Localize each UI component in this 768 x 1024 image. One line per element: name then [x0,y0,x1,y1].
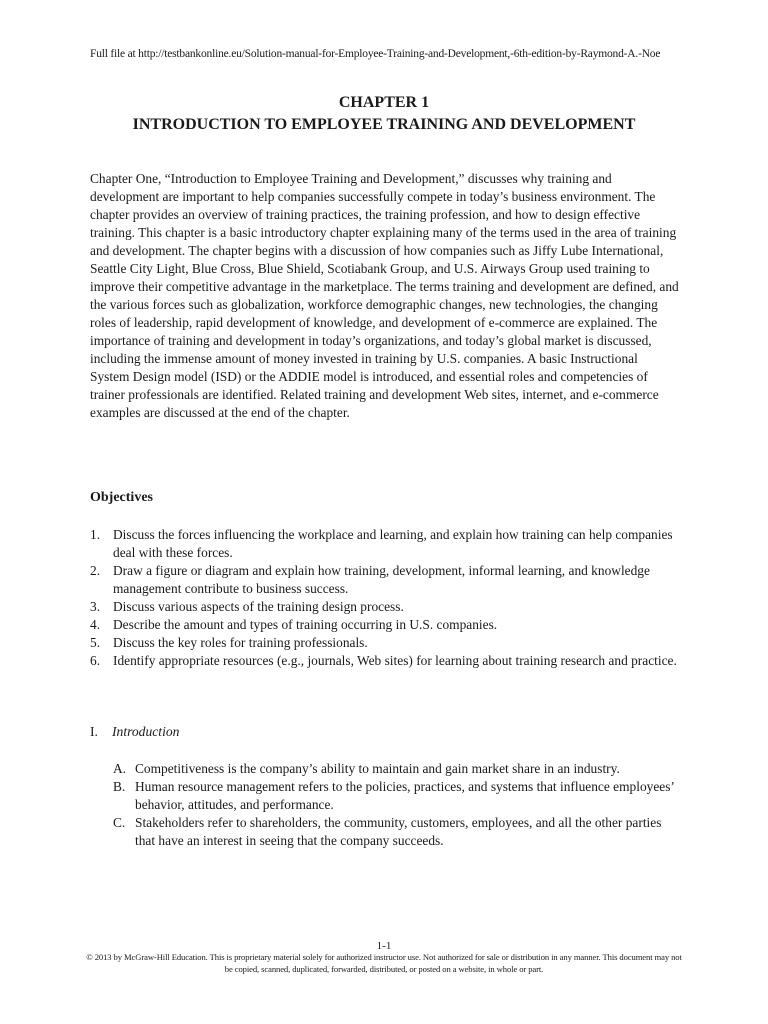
section-heading [90,723,179,741]
chapter-overview-paragraph: Chapter One, “Introduction to Employee Training and Development,” discusses why training and development are important to help companies successfully compete in today’s business environment. The chapter provides an overview of training practices, the training profession, and how to design effective training. This chapter is a basic introductory chapter explaining many of the terms used in the area of training and development. The chapter begins with a discussion of how companies such as Jiffy Lube International, Seattle City Light, Blue Cross, Blue Shield, Scotiabank Group, and U.S. Airways Group used training to improve their competitive advantage in the marketplace. The terms training and development are defined, and the various forces such as globalization, workforce demographic changes, new technologies, the changing roles of leadership, rapid development of knowledge, and development of e-commerce are explained. The importance of training and development in today’s organizations, and today’s global market is discussed, including the immense amount of money invested in training by U.S. companies. A basic Instructional System Design model (ISD) or the ADDIE model is introduced, and essential roles and competencies of trainer professionals are identified. Related training and development Web sites, internet, and e-commerce examples are discussed at the end of the chapter. [90,171,679,420]
objective-text: Describe the amount and types of training occurring in U.S. companies. [113,617,498,632]
objective-number: 5. [90,635,101,650]
objective-item [90,616,680,634]
objective-text: Draw a figure or diagram and explain how training, development, informal learning, and knowledge management contribute to business success. [113,563,650,596]
objective-text: Identify appropriate resources (e.g., journals, Web sites) for learning about training research and practice. [113,653,677,668]
page-number: 1-1 [376,940,392,952]
point-text: Stakeholders refer to shareholders, the community, customers, employees, and all the other parties that have an interest in seeing that the company succeeds. [135,815,662,848]
section-point [113,778,680,814]
point-letter: A. [113,761,127,776]
point-text: Competitiveness is the company’s ability to maintain and gain market share in an industry. [135,761,620,776]
objective-number: 6. [90,653,101,668]
section-points-list [113,760,680,850]
objective-number: 3. [90,599,101,614]
objective-text: Discuss the forces influencing the workplace and learning, and explain how training can help companies deal with these forces. [113,527,673,560]
objective-item [90,652,680,670]
section-title: Introduction [112,724,180,739]
objective-item [90,598,680,616]
objectives-heading: Objectives [90,490,153,505]
objective-text: Discuss various aspects of the training design process. [113,599,404,614]
section-point [113,760,680,778]
copyright-footer: © 2013 by McGraw-Hill Education. This is proprietary material solely for authorized instructor use. Not authorized for sale or distribution in any manner. This document may not be copied, scanned, duplicated, forwarded, distributed, or posted on a website, in whole or part. [86,952,682,974]
point-letter: C. [113,815,126,830]
point-letter: B. [113,779,126,794]
objective-number: 4. [90,617,101,632]
chapter-title: INTRODUCTION TO EMPLOYEE TRAINING AND DEVELOPMENT [132,116,636,133]
point-text: Human resource management refers to the policies, practices, and systems that influence employees’ behavior, attitudes, and performance. [135,779,674,812]
source-url-note: Full file at http://testbankonline.eu/Solution-manual-for-Employee-Training-and-Development,-6th-edition-by-Raymond-A.-Noe [90,48,661,60]
objective-item [90,562,680,598]
section-point [113,814,680,850]
objectives-list [90,526,680,670]
objective-item [90,526,680,562]
objective-number: 2. [90,563,101,578]
chapter-number: CHAPTER 1 [338,94,430,111]
section-numeral: I. [90,724,98,739]
objective-item [90,634,680,652]
objective-number: 1. [90,527,101,542]
objective-text: Discuss the key roles for training professionals. [113,635,368,650]
